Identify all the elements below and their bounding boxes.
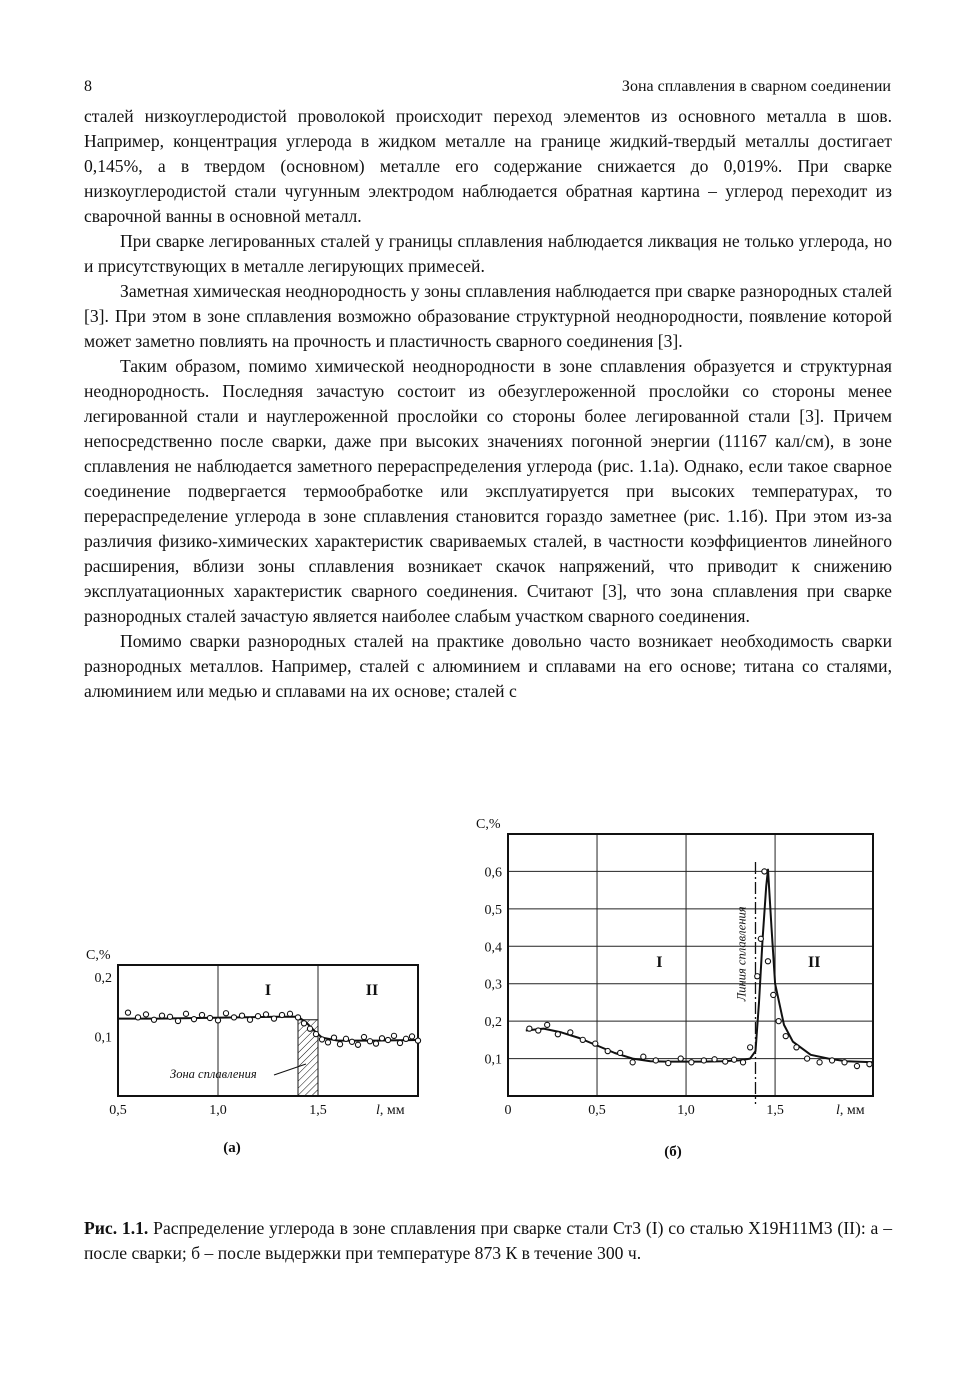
data-point (641, 1054, 646, 1059)
data-point (215, 1018, 220, 1023)
data-point (415, 1038, 420, 1043)
y-tick-label: 0,5 (484, 902, 502, 918)
data-point (199, 1012, 204, 1017)
data-point (255, 1014, 260, 1019)
chart-b (476, 817, 873, 1160)
data-point (555, 1032, 560, 1037)
data-point (167, 1014, 172, 1019)
region-label: II (808, 953, 821, 971)
data-point (391, 1033, 396, 1038)
data-point (740, 1060, 745, 1065)
data-point (712, 1057, 717, 1062)
data-point (231, 1015, 236, 1020)
x-tick-label: 1,5 (766, 1103, 784, 1118)
data-point (758, 936, 763, 941)
data-point (403, 1036, 408, 1041)
data-point (175, 1018, 180, 1023)
paragraph: Заметная химическая неоднородность у зоны сплавления наблюдается при сварке разнородных сталей [3]. При этом в зоне сплавления возможно образование структурной неоднородности, появление которой может заметно повлиять на прочность и пластичность сварного соединения [3]. (84, 281, 892, 351)
data-point (355, 1042, 360, 1047)
data-point (361, 1034, 366, 1039)
page-number: 8 (84, 78, 92, 95)
x-axis-label-unit: , мм (839, 1103, 865, 1118)
paragraph: При сварке легированных сталей у границы сплавления наблюдается ликвация не только углерода, но и присутствующих в металле легирующих примесей. (84, 231, 892, 276)
x-tick-label: 1,0 (677, 1103, 695, 1118)
panel-label: (б) (664, 1144, 682, 1160)
data-point (319, 1037, 324, 1042)
data-point (337, 1042, 342, 1047)
data-point (191, 1017, 196, 1022)
data-point (239, 1013, 244, 1018)
data-point (379, 1036, 384, 1041)
data-point (143, 1012, 148, 1017)
x-axis-label-unit: , мм (379, 1103, 405, 1118)
data-point (805, 1056, 810, 1061)
annotation-text: Зона сплавления (170, 1067, 257, 1081)
region-label: I (656, 953, 663, 971)
data-point (776, 1019, 781, 1024)
data-point (666, 1060, 671, 1065)
data-point (373, 1041, 378, 1046)
data-point (331, 1035, 336, 1040)
data-point (723, 1059, 728, 1064)
data-point (527, 1026, 532, 1031)
y-axis-label: С,% (476, 817, 501, 832)
data-point (536, 1028, 541, 1033)
data-point (325, 1040, 330, 1045)
data-point (183, 1011, 188, 1016)
data-point (580, 1037, 585, 1042)
series-curve (118, 1017, 418, 1041)
x-tick-label: 1,0 (209, 1103, 227, 1118)
data-point (397, 1040, 402, 1045)
y-tick-label: 0,1 (94, 1030, 112, 1046)
data-point (593, 1041, 598, 1046)
panel-label: (а) (223, 1140, 241, 1156)
data-point (367, 1039, 372, 1044)
x-axis-label (836, 1103, 865, 1118)
data-point (151, 1017, 156, 1022)
data-point (732, 1057, 737, 1062)
data-point (301, 1021, 306, 1026)
data-point (630, 1060, 635, 1065)
data-point (207, 1015, 212, 1020)
data-point (783, 1034, 788, 1039)
x-tick-label: 0,5 (588, 1103, 606, 1118)
data-point (678, 1056, 683, 1061)
chart-a (86, 948, 421, 1156)
data-point (605, 1048, 610, 1053)
y-tick-label: 0,2 (484, 1015, 502, 1031)
data-point (343, 1036, 348, 1041)
data-point (653, 1058, 658, 1063)
data-point (765, 959, 770, 964)
caption-label: Рис. 1.1. (84, 1218, 149, 1238)
y-tick-label: 0,6 (484, 865, 502, 881)
data-point (135, 1015, 140, 1020)
data-point (842, 1060, 847, 1065)
figure-caption (84, 1216, 892, 1266)
region-label: I (264, 981, 272, 999)
data-point (545, 1022, 550, 1027)
data-point (409, 1034, 414, 1039)
region-label: II (365, 981, 379, 999)
data-point (349, 1039, 354, 1044)
data-point (295, 1015, 300, 1020)
data-point (568, 1030, 573, 1035)
data-point (159, 1013, 164, 1018)
data-point (867, 1062, 872, 1067)
series-curve (526, 870, 873, 1063)
x-axis-label-var: l (836, 1103, 840, 1118)
data-point (771, 992, 776, 997)
x-axis-label (376, 1103, 405, 1118)
fusion-line-label: Линия сплавления (734, 906, 749, 1002)
y-tick-label: 0,2 (94, 970, 112, 986)
data-point (794, 1045, 799, 1050)
running-title: Зона сплавления в сварном соединении (621, 78, 891, 95)
y-axis-label: С,% (86, 948, 111, 963)
data-point (223, 1011, 228, 1016)
x-tick-label: 0,5 (109, 1103, 127, 1118)
data-point (854, 1063, 859, 1068)
data-point (755, 974, 760, 979)
y-tick-label: 0,1 (484, 1052, 502, 1068)
data-point (748, 1045, 753, 1050)
data-point (279, 1012, 284, 1017)
data-point (817, 1060, 822, 1065)
paragraph: Помимо сварки разнородных сталей на практике довольно часто возникает необходимость сварки разнородных металлов. Например, сталей с алюминием и сплавами на его основе; титана со сталями, алюминием или медью и сплавами на их основе; сталей с (84, 631, 892, 701)
data-point (125, 1010, 130, 1015)
data-point (287, 1011, 292, 1016)
x-tick-label: 1,5 (309, 1103, 327, 1118)
data-point (385, 1037, 390, 1042)
data-point (271, 1016, 276, 1021)
y-tick-label: 0,4 (484, 940, 502, 956)
x-tick-label: 0 (504, 1103, 512, 1118)
data-point (263, 1012, 268, 1017)
data-point (247, 1017, 252, 1022)
data-point (313, 1031, 318, 1036)
x-axis-label-var: l (376, 1103, 380, 1118)
caption-text: Распределение углерода в зоне сплавления при сварке стали Ст3 (I) со сталью Х19Н11М3 (II): а – после сварки; б – после выдержки при температуре 873 К в течение 300 ч. (84, 1218, 893, 1263)
data-point (307, 1026, 312, 1031)
data-point (689, 1060, 694, 1065)
data-point (829, 1058, 834, 1063)
data-point (618, 1050, 623, 1055)
data-point (701, 1058, 706, 1063)
paragraph: Таким образом, помимо химической неоднородности в зоне сплавления образуется и структурная неоднородность. Последняя зачастую состоит из обезуглероженной прослойки со стороны менее легированной стали и науглероженной прослойки со стороны более легированной стали [3]. Причем непосредственно после сварки, даже при высоких значениях погонной энергии (11167 кал/см), в зоне сплавления не наблюдается заметного перераспределения углерода (рис. 1.1а). Однако, если такое сварное соединение подвергается термообработке или эксплуатируется при высоких температурах, то перераспределение углерода в зоне сплавления становится гораздо заметнее (рис. 1.1б). При этом из-за различия физико-химических характеристик свариваемых сталей, в частности коэффициентов линейного расширения, вблизи зоны сплавления возникает скачок напряжений, что приводит к снижению эксплуатационных характеристик сварного соединения. Считают [3], что зона сплавления при сварке разнородных сталей зачастую является наиболее слабым участком сварного соединения. (84, 356, 892, 626)
data-point (762, 869, 767, 874)
y-tick-label: 0,3 (484, 977, 502, 993)
paragraph: сталей низкоуглеродистой проволокой происходит переход элементов из основного металла в шов. Например, концентрация углерода в жидком металле на границе жидкий-твердый металлы достигает 0,145%, а в твердом (основном) металле его содержание снижается до 0,019%. При сварке низкоуглеродистой стали чугунным электродом наблюдается обратная картина – углерод переходит из сварочной ванны в основной металл. (84, 106, 892, 226)
